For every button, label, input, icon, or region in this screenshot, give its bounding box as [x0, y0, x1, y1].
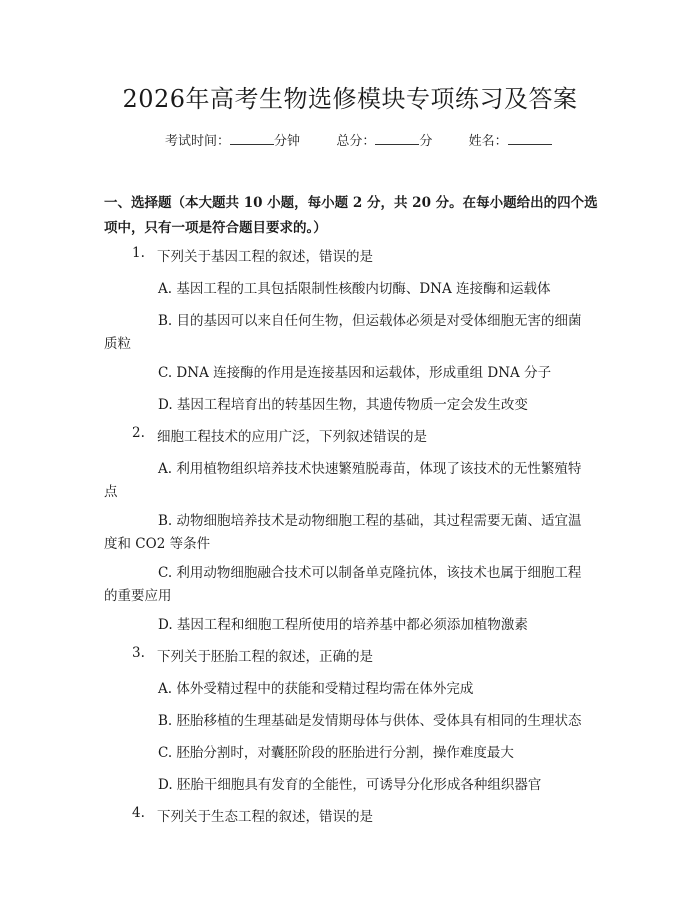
- option-line: D. 基因工程和细胞工程所使用的培养基中都必须添加植物激素: [158, 617, 528, 633]
- name-label: 姓名：: [468, 134, 508, 149]
- option-line: A. 体外受精过程中的获能和受精过程均需在体外完成: [158, 681, 474, 697]
- time-label: 考试时间：: [165, 134, 231, 149]
- option-line: A. 基因工程的工具包括限制性核酸内切酶、DNA 连接酶和运载体: [158, 281, 551, 297]
- question-stem: 下列关于生态工程的叙述，错误的是: [157, 809, 373, 825]
- option-line: B. 胚胎移植的生理基础是发情期母体与供体、受体具有相同的生理状态: [158, 713, 582, 729]
- option-line-continued: 度和 CO2 等条件: [104, 536, 211, 552]
- exam-info-line: [165, 130, 552, 152]
- time-blank: [230, 130, 274, 145]
- question-number: 4.: [132, 805, 145, 821]
- option-line: B. 目的基因可以来自任何生物，但运载体必须是对受体细胞无害的细菌: [158, 313, 582, 329]
- question-stem: 下列关于基因工程的叙述，错误的是: [157, 249, 373, 265]
- question-number: 2.: [132, 425, 145, 441]
- option-line-continued: 质粒: [104, 336, 131, 352]
- option-line-continued: 点: [104, 484, 118, 500]
- question-number: 1.: [132, 245, 145, 261]
- name-blank: [508, 130, 552, 145]
- question-number: 3.: [132, 645, 145, 661]
- section-heading: 一、选择题（本大题共 10 小题，每小题 2 分，共 20 分。在每小题给出的四个选项中，只有一项是符合题目要求的。）: [104, 195, 598, 236]
- option-line: B. 动物细胞培养技术是动物细胞工程的基础，其过程需要无菌、适宜温: [158, 513, 582, 529]
- option-line-continued: 的重要应用: [104, 588, 172, 604]
- time-unit: 分钟: [274, 134, 301, 149]
- page-title: 2026年高考生物选修模块专项练习及答案: [122, 85, 578, 113]
- option-line: D. 基因工程培育出的转基因生物，其遗传物质一定会发生改变: [158, 397, 528, 413]
- question-stem: 下列关于胚胎工程的叙述，正确的是: [157, 649, 373, 665]
- option-line: C. DNA 连接酶的作用是连接基因和运载体，形成重组 DNA 分子: [158, 365, 552, 381]
- score-label: 总分：: [336, 134, 376, 149]
- question-stem: 细胞工程技术的应用广泛，下列叙述错误的是: [157, 429, 427, 445]
- option-line: C. 利用动物细胞融合技术可以制备单克隆抗体，该技术也属于细胞工程: [158, 565, 582, 581]
- score-blank: [375, 130, 419, 145]
- score-unit: 分: [419, 134, 433, 149]
- option-line: C. 胚胎分割时，对囊胚阶段的胚胎进行分割，操作难度最大: [158, 745, 514, 761]
- option-line: D. 胚胎干细胞具有发育的全能性，可诱导分化形成各种组织器官: [158, 777, 542, 793]
- option-line: A. 利用植物组织培养技术快速繁殖脱毒苗，体现了该技术的无性繁殖特: [158, 461, 582, 477]
